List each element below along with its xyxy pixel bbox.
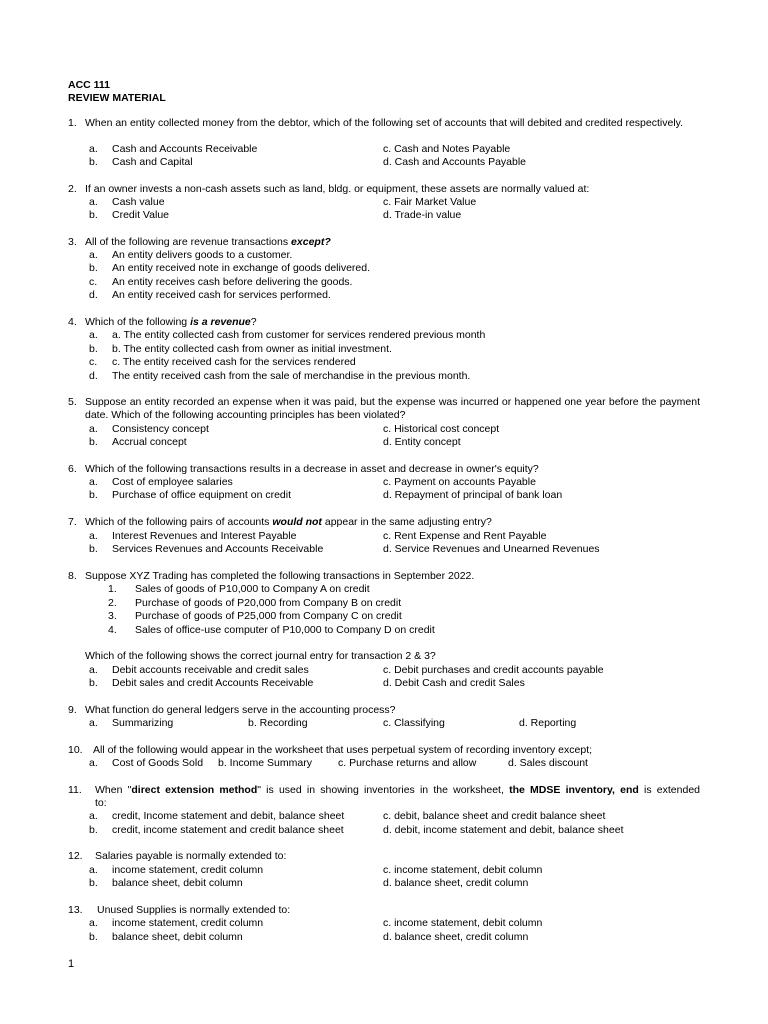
question-13-choice-a: income statement, credit column — [112, 917, 264, 929]
question-1-choice-a: Cash and Accounts Receivable — [112, 143, 258, 155]
choice-letter: c. — [89, 356, 98, 368]
question-6-choice-c: c. Payment on accounts Payable — [383, 476, 536, 488]
question-7-choice-b: Services Revenues and Accounts Receivable — [112, 543, 324, 555]
question-9-choice-d: d. Reporting — [519, 717, 577, 729]
question-3-choice-c: An entity receives cash before delivering the goods. — [112, 276, 353, 288]
question-3-choice-a: An entity delivers goods to a customer. — [112, 249, 293, 261]
question-10-choice-a: Cost of Goods Sold — [112, 757, 204, 769]
question-8-choice-b: Debit sales and credit Accounts Receivable — [112, 677, 314, 689]
question-9-number: 9. — [68, 704, 77, 716]
question-11-text: When "direct extension method" is used in showing inventories in the worksheet, the MDSE inventory, end is extended to: — [95, 784, 700, 809]
question-4-choice-b: b. The entity collected cash from owner as initial investment. — [112, 343, 392, 355]
choice-letter: c. — [89, 276, 98, 288]
question-1-choice-b: Cash and Capital — [112, 156, 193, 168]
question-5-text: Suppose an entity recorded an expense when it was paid, but the expense was incurred or happened one year before the payment date. Which of the following accounting principles has been violated? — [85, 396, 700, 421]
question-9-text: What function do general ledgers serve in the accounting process? — [85, 704, 396, 716]
question-13-choice-c: c. income statement, debit column — [383, 917, 543, 929]
transaction-number: 2. — [108, 597, 117, 609]
transaction-number: 3. — [108, 610, 117, 622]
question-6-choice-b: Purchase of office equipment on credit — [112, 489, 291, 501]
question-2-text: If an owner invests a non-cash assets such as land, bldg. or equipment, these assets are normally valued at: — [85, 183, 590, 195]
question-5-number: 5. — [68, 396, 77, 408]
transaction-number: 1. — [108, 583, 117, 595]
question-4-choice-d: The entity received cash from the sale of merchandise in the previous month. — [112, 370, 471, 382]
choice-letter: a. — [89, 423, 98, 435]
question-11-choice-b: credit, income statement and credit balance sheet — [112, 824, 344, 836]
question-10-text: All of the following would appear in the worksheet that uses perpetual system of recording inventory except; — [93, 744, 593, 756]
question-11-emphasis-inventory: the MDSE inventory, end — [509, 784, 639, 796]
choice-letter: a. — [89, 476, 98, 488]
question-5-choice-b: Accrual concept — [112, 436, 187, 448]
choice-letter: b. — [89, 543, 98, 555]
question-2-choice-b: Credit Value — [112, 209, 170, 221]
question-11-emphasis-method: direct extension method — [131, 784, 258, 796]
question-4-choice-c: c. The entity received cash for the services rendered — [112, 356, 356, 368]
question-13-choice-d: d. balance sheet, credit column — [383, 931, 529, 943]
choice-letter: b. — [89, 156, 98, 168]
question-8-choice-d: d. Debit Cash and credit Sales — [383, 677, 525, 689]
question-4-choice-a: a. The entity collected cash from customer for services rendered previous month — [112, 329, 486, 341]
question-6-number: 6. — [68, 463, 77, 475]
question-10-choice-d: d. Sales discount — [508, 757, 588, 769]
choice-letter: d. — [89, 370, 98, 382]
question-1-choice-d: d. Cash and Accounts Payable — [383, 156, 527, 168]
question-3-number: 3. — [68, 236, 77, 248]
question-9-choice-a: Summarizing — [112, 717, 174, 729]
choice-letter: a. — [89, 664, 98, 676]
choice-letter: a. — [89, 329, 98, 341]
question-11-choice-a: credit, Income statement and debit, balance sheet — [112, 810, 345, 822]
question-12-text: Salaries payable is normally extended to: — [95, 850, 287, 862]
question-9-choice-c: c. Classifying — [383, 717, 445, 729]
question-2-choice-d: d. Trade-in value — [383, 209, 462, 221]
question-7-number: 7. — [68, 516, 77, 528]
choice-letter: a. — [89, 143, 98, 155]
question-3-choice-b: An entity received note in exchange of goods delivered. — [112, 262, 371, 274]
question-7-choice-a: Interest Revenues and Interest Payable — [112, 530, 297, 542]
question-11-number: 11. — [68, 784, 82, 796]
question-9-choice-b: b. Recording — [248, 717, 308, 729]
question-11-choice-c: c. debit, balance sheet and credit balance sheet — [383, 810, 606, 822]
question-13-number: 13. — [68, 904, 83, 916]
question-5-choice-a: Consistency concept — [112, 423, 209, 435]
question-12-choice-c: c. income statement, debit column — [383, 864, 543, 876]
question-2-choice-c: c. Fair Market Value — [383, 196, 477, 208]
question-4-number: 4. — [68, 316, 77, 328]
choice-letter: a. — [89, 810, 98, 822]
question-2-choice-a: Cash value — [112, 196, 165, 208]
transaction-4: Sales of office-use computer of P10,000 to Company D on credit — [135, 624, 435, 636]
question-6-choice-d: d. Repayment of principal of bank loan — [383, 489, 563, 501]
course-code: ACC 111 — [68, 79, 111, 91]
question-1-text: When an entity collected money from the debtor, which of the following set of accounts that will debited and credited respectively. — [85, 117, 684, 129]
choice-letter: b. — [89, 489, 98, 501]
question-8-text: Suppose XYZ Trading has completed the following transactions in September 2022. — [85, 570, 475, 582]
question-8-choice-a: Debit accounts receivable and credit sales — [112, 664, 309, 676]
question-10-number: 10. — [68, 744, 83, 756]
question-8-subquestion: Which of the following shows the correct journal entry for transaction 2 & 3? — [85, 650, 436, 662]
choice-letter: d. — [89, 289, 98, 301]
transaction-1: Sales of goods of P10,000 to Company A on credit — [135, 583, 370, 595]
page-number: 1 — [68, 958, 75, 970]
question-12-choice-b: balance sheet, debit column — [112, 877, 243, 889]
question-12-choice-d: d. balance sheet, credit column — [383, 877, 529, 889]
choice-letter: b. — [89, 877, 98, 889]
question-4-emphasis: is a revenue — [190, 316, 251, 328]
transaction-number: 4. — [108, 624, 117, 636]
choice-letter: b. — [89, 209, 98, 221]
question-8-choice-c: c. Debit purchases and credit accounts payable — [383, 664, 604, 676]
choice-letter: b. — [89, 824, 98, 836]
question-7-choice-c: c. Rent Expense and Rent Payable — [383, 530, 547, 542]
choice-letter: a. — [89, 717, 98, 729]
question-7-emphasis: would not — [272, 516, 322, 528]
question-7-choice-d: d. Service Revenues and Unearned Revenues — [383, 543, 600, 555]
question-1-number: 1. — [68, 117, 77, 129]
choice-letter: b. — [89, 343, 98, 355]
question-6-choice-a: Cost of employee salaries — [112, 476, 233, 488]
choice-letter: a. — [89, 864, 98, 876]
question-10-choice-c: c. Purchase returns and allow — [338, 757, 477, 769]
question-3-text: All of the following are revenue transactions except? — [85, 236, 331, 248]
transaction-2: Purchase of goods of P20,000 from Company B on credit — [135, 597, 402, 609]
question-12-choice-a: income statement, credit column — [112, 864, 264, 876]
question-5-choice-d: d. Entity concept — [383, 436, 461, 448]
choice-letter: a. — [89, 249, 98, 261]
question-10-choice-b: b. Income Summary — [218, 757, 312, 769]
choice-letter: b. — [89, 262, 98, 274]
question-13-choice-b: balance sheet, debit column — [112, 931, 243, 943]
question-11-choice-d: d. debit, income statement and debit, balance sheet — [383, 824, 624, 836]
question-3-choice-d: An entity received cash for services performed. — [112, 289, 331, 301]
question-4-text: Which of the following is a revenue? — [85, 316, 257, 328]
question-5-choice-c: c. Historical cost concept — [383, 423, 500, 435]
choice-letter: a. — [89, 757, 98, 769]
choice-letter: a. — [89, 917, 98, 929]
question-12-number: 12. — [68, 850, 83, 862]
document-title: REVIEW MATERIAL — [68, 92, 166, 104]
question-1-choice-c: c. Cash and Notes Payable — [383, 143, 511, 155]
question-3-emphasis: except? — [291, 236, 331, 248]
choice-letter: a. — [89, 530, 98, 542]
choice-letter: a. — [89, 196, 98, 208]
question-7-text: Which of the following pairs of accounts would not appear in the same adjusting entry? — [85, 516, 492, 528]
choice-letter: b. — [89, 931, 98, 943]
question-8-number: 8. — [68, 570, 77, 582]
question-13-text: Unused Supplies is normally extended to: — [97, 904, 291, 916]
question-2-number: 2. — [68, 183, 77, 195]
choice-letter: b. — [89, 436, 98, 448]
choice-letter: b. — [89, 677, 98, 689]
transaction-3: Purchase of goods of P25,000 from Company C on credit — [135, 610, 402, 622]
question-6-text: Which of the following transactions results in a decrease in asset and decrease in owner's equity? — [85, 463, 539, 475]
